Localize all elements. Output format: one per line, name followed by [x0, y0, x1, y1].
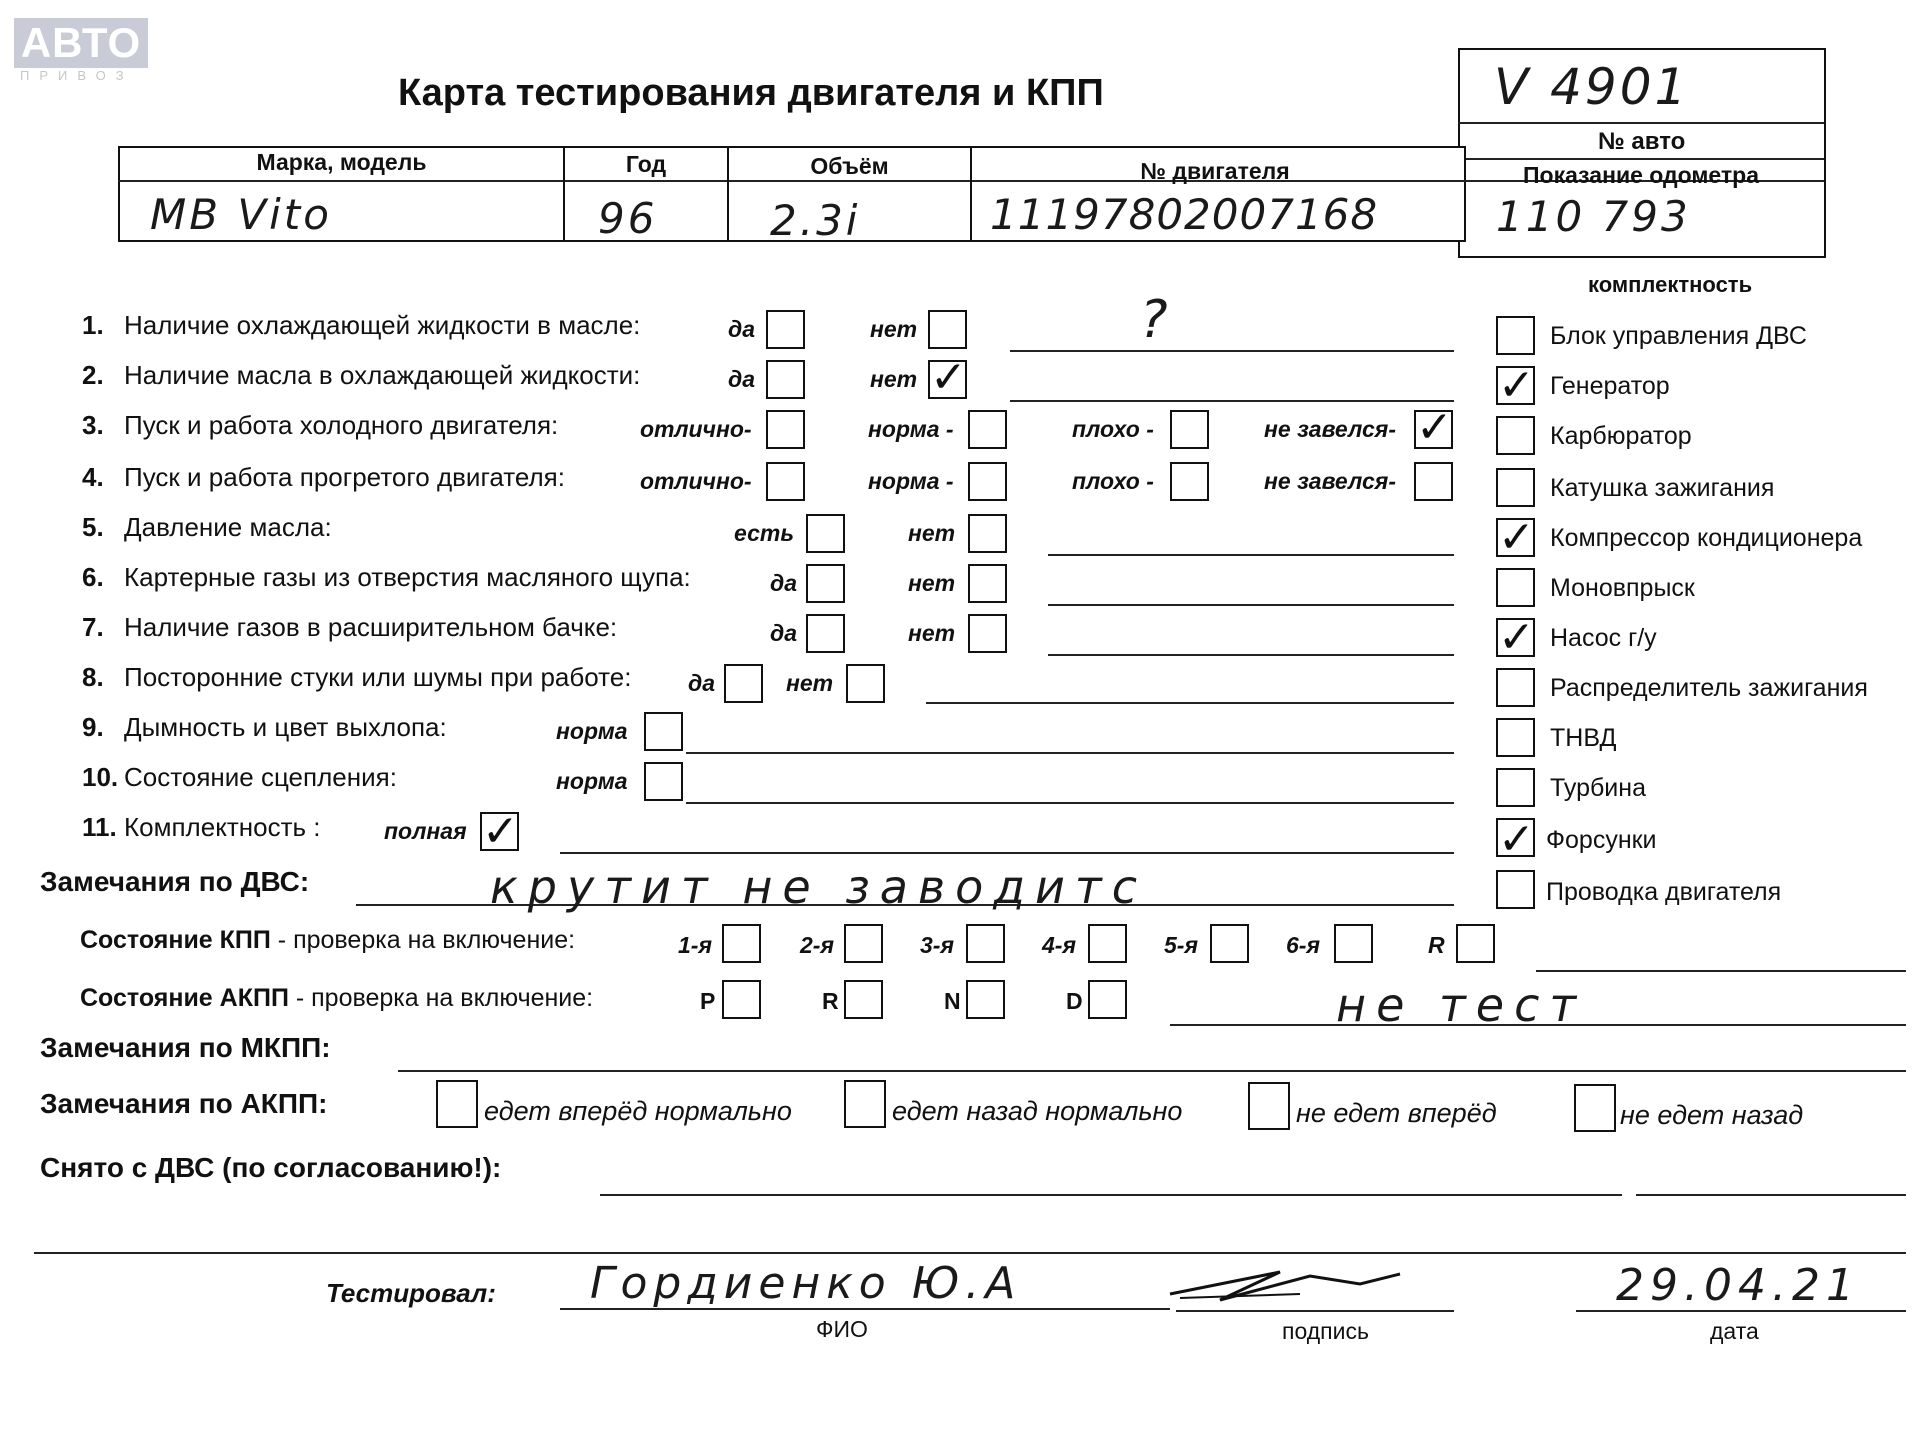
question-number: 6.: [82, 562, 104, 592]
q1-yes-checkbox[interactable]: [766, 310, 805, 349]
mode-p-checkbox[interactable]: [722, 980, 761, 1019]
dvs-remarks-label: Замечания по ДВС:: [40, 866, 310, 897]
option-label: нет: [908, 520, 956, 546]
question-text: Состояние сцепления:: [124, 762, 397, 792]
q3-excellent-checkbox[interactable]: [766, 410, 805, 449]
akpp-remarks-label: Замечания по АКПП:: [40, 1088, 328, 1119]
question-number: 2.: [82, 360, 104, 390]
model-value: MB Vito: [150, 190, 332, 239]
tested-label: Тестировал:: [326, 1278, 496, 1308]
option-label: норма: [556, 768, 628, 794]
page-title: Карта тестирования двигателя и КПП: [398, 72, 1104, 114]
q3-normal-checkbox[interactable]: [968, 410, 1007, 449]
option-label: плохо -: [1072, 416, 1154, 442]
auto-number-label: № авто: [1598, 128, 1686, 155]
gear-label: R: [1428, 932, 1445, 958]
q10-note-line[interactable]: [686, 802, 1454, 804]
question-number: 5.: [82, 512, 104, 542]
gear-label: 6-я: [1286, 932, 1320, 958]
question-text: Пуск и работа прогретого двигателя:: [124, 462, 565, 492]
option-label: да: [728, 366, 756, 392]
q10-normal-checkbox[interactable]: [644, 762, 683, 801]
q5-note-line[interactable]: [1048, 554, 1454, 556]
question-number: 1.: [82, 310, 104, 340]
q5-yes-checkbox[interactable]: [806, 514, 845, 553]
gear-1-checkbox[interactable]: [722, 924, 761, 963]
akpp-no-forward-checkbox[interactable]: [1248, 1082, 1290, 1130]
checkmark-icon: ✓: [482, 806, 519, 857]
kit-checkbox[interactable]: [1496, 568, 1535, 607]
q8-yes-checkbox[interactable]: [724, 664, 763, 703]
akpp-forward-ok-checkbox[interactable]: [436, 1080, 478, 1128]
option-label: нет: [786, 670, 834, 696]
question-text: Давление масла:: [124, 512, 332, 542]
date-value: 29.04.21: [1616, 1260, 1860, 1311]
option-label: отлично-: [640, 468, 752, 494]
q7-no-checkbox[interactable]: [968, 614, 1007, 653]
question-number: 10.: [82, 762, 119, 792]
kit-checkbox[interactable]: [1496, 668, 1535, 707]
divider: [1458, 158, 1824, 160]
q2-yes-checkbox[interactable]: [766, 360, 805, 399]
kit-item-label: Карбюратор: [1550, 422, 1692, 450]
q11-note-line[interactable]: [560, 852, 1454, 854]
kpp-note-line[interactable]: [1536, 970, 1906, 972]
gear-label: 3-я: [920, 932, 954, 958]
checkmark-icon: ✓: [1498, 512, 1535, 563]
divider: [1458, 122, 1824, 124]
mode-d-checkbox[interactable]: [1088, 980, 1127, 1019]
kit-item-label: Моновпрыск: [1550, 574, 1695, 602]
gear-2-checkbox[interactable]: [844, 924, 883, 963]
kit-item-label: Распределитель зажигания: [1550, 674, 1868, 702]
gear-label: 1-я: [678, 932, 712, 958]
removed-label: Снято с ДВС (по согласованию!):: [40, 1152, 502, 1183]
question-text: Картерные газы из отверстия масляного щупа:: [124, 562, 691, 592]
question-text: Дымность и цвет выхлопа:: [124, 712, 447, 742]
fio-caption: ФИО: [816, 1316, 868, 1342]
option-label: норма -: [868, 416, 954, 442]
akpp-note-value: не тест: [1336, 978, 1587, 1032]
question-text: Наличие охлаждающей жидкости в масле:: [124, 310, 641, 340]
gear-6-checkbox[interactable]: [1334, 924, 1373, 963]
kit-checkbox[interactable]: [1496, 468, 1535, 507]
option-label: не завелся-: [1264, 468, 1396, 494]
kit-item-label: Проводка двигателя: [1546, 878, 1782, 906]
q1-note-value: ?: [1140, 290, 1171, 350]
option-label: нет: [870, 366, 918, 392]
gear-5-checkbox[interactable]: [1210, 924, 1249, 963]
question-number: 3.: [82, 410, 104, 440]
kit-item-label: Форсунки: [1546, 826, 1657, 854]
removed-line-2[interactable]: [1636, 1194, 1906, 1196]
option-label: да: [728, 316, 756, 342]
kit-checkbox[interactable]: [1496, 870, 1535, 909]
q2-note-line[interactable]: [1010, 400, 1454, 402]
option-label: да: [770, 620, 798, 646]
q4-normal-checkbox[interactable]: [968, 462, 1007, 501]
mode-label: N: [944, 988, 961, 1014]
option-label: да: [770, 570, 798, 596]
option-label: нет: [870, 316, 918, 342]
kit-item-label: Турбина: [1550, 774, 1646, 802]
kpp-label: Состояние КПП - проверка на включение:: [80, 926, 576, 954]
option-label: норма -: [868, 468, 954, 494]
kit-checkbox[interactable]: [1496, 316, 1535, 355]
date-caption: дата: [1710, 1318, 1759, 1344]
question-number: 8.: [82, 662, 104, 692]
mode-label: R: [822, 988, 839, 1014]
year-value: 96: [598, 194, 658, 243]
checkmark-icon: ✓: [1498, 360, 1535, 411]
q7-note-line[interactable]: [1048, 654, 1454, 656]
mkpp-remarks-line[interactable]: [398, 1070, 1906, 1072]
gear-label: 4-я: [1042, 932, 1076, 958]
question-number: 11.: [82, 812, 117, 842]
question-text: Наличие масла в охлаждающей жидкости:: [124, 360, 641, 390]
option-label: норма: [556, 718, 628, 744]
signature-icon: [1160, 1254, 1420, 1314]
option-label: да: [688, 670, 716, 696]
gear-3-checkbox[interactable]: [966, 924, 1005, 963]
kit-item-label: Блок управления ДВС: [1550, 322, 1807, 350]
akpp-no-backward-checkbox[interactable]: [1574, 1084, 1616, 1132]
kit-title: комплектность: [1588, 272, 1753, 297]
q1-no-checkbox[interactable]: [928, 310, 967, 349]
q3-bad-checkbox[interactable]: [1170, 410, 1209, 449]
q1-note-line[interactable]: [1010, 350, 1454, 352]
option-label: не завелся-: [1264, 416, 1396, 442]
mode-label: D: [1066, 988, 1083, 1014]
q4-excellent-checkbox[interactable]: [766, 462, 805, 501]
checkmark-icon: ✓: [1498, 612, 1535, 663]
gear-label: 2-я: [800, 932, 834, 958]
gear-label: 5-я: [1164, 932, 1198, 958]
col-header-volume: Объём: [810, 153, 889, 179]
option-label: отлично-: [640, 416, 752, 442]
option-label: есть: [734, 520, 794, 546]
q6-note-line[interactable]: [1048, 604, 1454, 606]
q6-no-checkbox[interactable]: [968, 564, 1007, 603]
question-number: 7.: [82, 612, 104, 642]
akpp-option-label: не едет вперёд: [1296, 1098, 1497, 1128]
option-label: нет: [908, 620, 956, 646]
separator-line: [34, 1252, 1906, 1254]
kit-checkbox[interactable]: [1496, 718, 1535, 757]
checkmark-icon: ✓: [1416, 402, 1453, 453]
kit-item-label: Компрессор кондиционера: [1550, 524, 1863, 552]
logo-subtitle: ПРИВОЗ: [20, 68, 134, 83]
option-label: нет: [908, 570, 956, 596]
odometer-value: 110 793: [1496, 192, 1691, 241]
q4-bad-checkbox[interactable]: [1170, 462, 1209, 501]
akpp-option-label: не едет назад: [1620, 1100, 1804, 1130]
kit-item-label: ТНВД: [1550, 724, 1617, 752]
logo: АВТО: [14, 18, 148, 68]
volume-value: 2.3i: [770, 196, 861, 245]
kit-item-label: Катушка зажигания: [1550, 474, 1775, 502]
kit-checkbox[interactable]: [1496, 416, 1535, 455]
engine-number-value: 11197802007168: [990, 190, 1379, 239]
akpp-option-label: едет вперёд нормально: [484, 1096, 792, 1126]
q9-normal-checkbox[interactable]: [644, 712, 683, 751]
question-text: Комплектность :: [124, 812, 321, 842]
q6-yes-checkbox[interactable]: [806, 564, 845, 603]
col-header-model: Марка, модель: [256, 149, 427, 175]
gear-r-checkbox[interactable]: [1456, 924, 1495, 963]
col-header-year: Год: [625, 151, 667, 177]
question-text: Посторонние стуки или шумы при работе:: [124, 662, 632, 692]
checkmark-icon: ✓: [1498, 814, 1535, 865]
mode-r-checkbox[interactable]: [844, 980, 883, 1019]
q8-note-line[interactable]: [926, 702, 1454, 704]
checkmark-icon: ✓: [930, 352, 967, 403]
col-header-odometer: Показание одометра: [1523, 162, 1759, 188]
q5-no-checkbox[interactable]: [968, 514, 1007, 553]
signature-caption: подпись: [1282, 1318, 1369, 1344]
col-header-engine-no: № двигателя: [1140, 158, 1290, 184]
akpp-backward-ok-checkbox[interactable]: [844, 1080, 886, 1128]
kit-item-label: Насос г/у: [1550, 624, 1657, 652]
question-text: Пуск и работа холодного двигателя:: [124, 410, 559, 440]
removed-line-1[interactable]: [600, 1194, 1622, 1196]
option-label: полная: [384, 818, 467, 844]
question-number: 9.: [82, 712, 104, 742]
q9-note-line[interactable]: [686, 752, 1454, 754]
mode-label: P: [700, 988, 716, 1014]
question-number: 4.: [82, 462, 104, 492]
question-text: Наличие газов в расширительном бачке:: [124, 612, 618, 642]
mkpp-remarks-label: Замечания по МКПП:: [40, 1032, 331, 1063]
akpp-label: Состояние АКПП - проверка на включение:: [80, 984, 594, 1012]
akpp-option-label: едет назад нормально: [892, 1096, 1183, 1126]
kit-item-label: Генератор: [1550, 372, 1670, 400]
q4-not-started-checkbox[interactable]: [1414, 462, 1453, 501]
fio-value: Гордиенко Ю.А: [590, 1258, 1022, 1309]
auto-number-value: V 4901: [1494, 58, 1690, 116]
mode-n-checkbox[interactable]: [966, 980, 1005, 1019]
gear-4-checkbox[interactable]: [1088, 924, 1127, 963]
dvs-remarks-value: крутит не заводитс: [490, 860, 1148, 914]
q7-yes-checkbox[interactable]: [806, 614, 845, 653]
option-label: плохо -: [1072, 468, 1154, 494]
kit-checkbox[interactable]: [1496, 768, 1535, 807]
q8-no-checkbox[interactable]: [846, 664, 885, 703]
